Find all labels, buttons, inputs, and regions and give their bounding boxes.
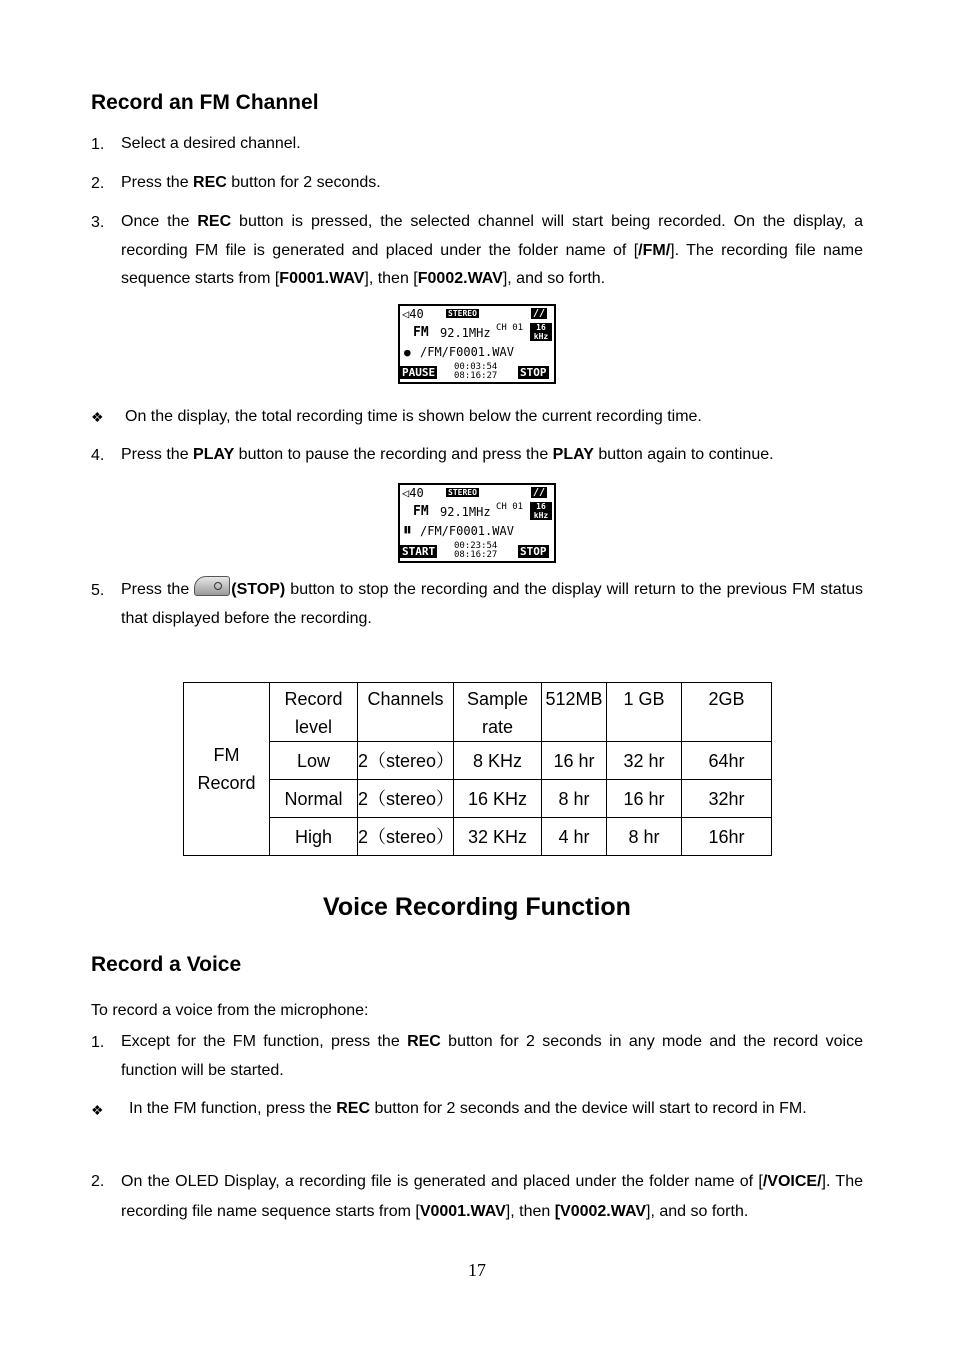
sample-rate-badge: 16 kHz <box>530 323 552 341</box>
table-cell: 4 hr <box>542 818 607 856</box>
current-time: 00:03:54 <box>454 362 498 372</box>
signal-icon: // <box>533 308 546 319</box>
table-cell: 16 hr <box>607 780 682 818</box>
step-number: 2. <box>91 175 105 192</box>
start-label: START <box>402 545 436 558</box>
volume-indicator: ◁40 <box>402 307 424 321</box>
step-text: Except for the FM function, press the REC button for 2 seconds in any mode and the record voice function will be started. <box>121 1033 863 1079</box>
file-path: /FM/F0001.WAV <box>420 345 514 359</box>
sample-rate-badge: 16 kHz <box>530 502 552 520</box>
lcd-paused-screen <box>398 483 556 563</box>
step-text: Once the REC button is pressed, the selected channel will start being recorded. On the display, a recording FM file is generated and placed under the folder name of [/FM/]. The recording file name sequence starts from [F0001.WAV], then [F0002.WAV], and so forth. <box>121 213 864 287</box>
table-cell: 64hr <box>682 742 772 780</box>
step-number: 2. <box>91 1173 105 1190</box>
row-header-cell: FM Record <box>184 683 270 856</box>
step-text: Press the REC button for 2 seconds. <box>121 174 381 191</box>
intro-text: To record a voice from the microphone: <box>91 1002 369 1019</box>
column-header: 2GB <box>682 683 772 742</box>
step-number: 3. <box>91 214 105 231</box>
lcd-recording-screen <box>398 304 556 384</box>
step-number: 5. <box>91 582 105 599</box>
step-text: Press the (STOP) button to stop the recording and the display will return to the previous FM status that displayed before the recording. <box>121 576 863 633</box>
table-cell: 32 hr <box>607 742 682 780</box>
stop-button-icon <box>194 576 230 596</box>
note-text: On the display, the total recording time is shown below the current recording time. <box>125 408 702 425</box>
table-cell: 16 KHz <box>454 780 542 818</box>
pause-label: PAUSE <box>402 366 436 379</box>
table-cell: Low <box>270 742 358 780</box>
table-cell: 2（stereo） <box>358 742 454 780</box>
channel-number: CH 01 <box>496 323 524 333</box>
frequency: 92.1MHz <box>440 326 491 340</box>
column-header: 512MB <box>542 683 607 742</box>
record-icon: ● <box>404 346 411 359</box>
note-text: In the FM function, press the REC button for 2 seconds and the device will start to record in FM. <box>129 1100 807 1117</box>
step-number: 4. <box>91 447 105 464</box>
table-cell: High <box>270 818 358 856</box>
stereo-badge: STEREO <box>448 488 477 497</box>
column-header: Sample rate <box>454 683 542 742</box>
step-text: Select a desired channel. <box>121 135 301 152</box>
stop-label: STOP <box>520 545 547 558</box>
table-cell: 8 hr <box>542 780 607 818</box>
band-label: FM <box>413 504 429 519</box>
file-path: /FM/F0001.WAV <box>420 524 514 538</box>
fm-record-table <box>183 682 772 856</box>
signal-icon: // <box>533 487 546 498</box>
table-row <box>184 818 772 856</box>
table-cell: 32hr <box>682 780 772 818</box>
channel-number: CH 01 <box>496 502 524 512</box>
table-cell: 2（stereo） <box>358 818 454 856</box>
band-label: FM <box>413 325 429 340</box>
table-cell: 8 hr <box>607 818 682 856</box>
table-row <box>184 742 772 780</box>
volume-indicator: ◁40 <box>402 486 424 500</box>
table-cell: 32 KHz <box>454 818 542 856</box>
total-time: 08:16:27 <box>454 371 498 381</box>
pause-icon: ❚❚ <box>403 525 410 535</box>
step-text: On the OLED Display, a recording file is generated and placed under the folder name of [/VOICE/]. The recording file name sequence starts from [V0001.WAV], then [V0002.WAV], and so forth. <box>121 1173 863 1220</box>
step-text: Press the PLAY button to pause the recording and press the PLAY button again to continue. <box>121 446 774 463</box>
frequency: 92.1MHz <box>440 505 491 519</box>
table-cell: 16hr <box>682 818 772 856</box>
total-time: 08:16:27 <box>454 550 498 560</box>
table-cell: Normal <box>270 780 358 818</box>
diamond-bullet-icon: ❖ <box>91 409 104 425</box>
step-number: 1. <box>91 1034 105 1051</box>
section-heading-record-fm: Record an FM Channel <box>91 91 319 114</box>
table-cell: 16 hr <box>542 742 607 780</box>
table-cell: 2（stereo） <box>358 780 454 818</box>
table-cell: 8 KHz <box>454 742 542 780</box>
step-number: 1. <box>91 136 105 153</box>
stop-label: STOP <box>520 366 547 379</box>
column-header: Record level <box>270 683 358 742</box>
diamond-bullet-icon: ❖ <box>91 1102 104 1118</box>
current-time: 00:23:54 <box>454 541 498 551</box>
table-row <box>184 780 772 818</box>
page-number: 17 <box>468 1260 486 1280</box>
page-title-voice-recording: Voice Recording Function <box>323 893 631 921</box>
column-header: Channels <box>358 683 454 742</box>
section-heading-record-voice: Record a Voice <box>91 953 242 976</box>
column-header: 1 GB <box>607 683 682 742</box>
stereo-badge: STEREO <box>448 309 477 318</box>
